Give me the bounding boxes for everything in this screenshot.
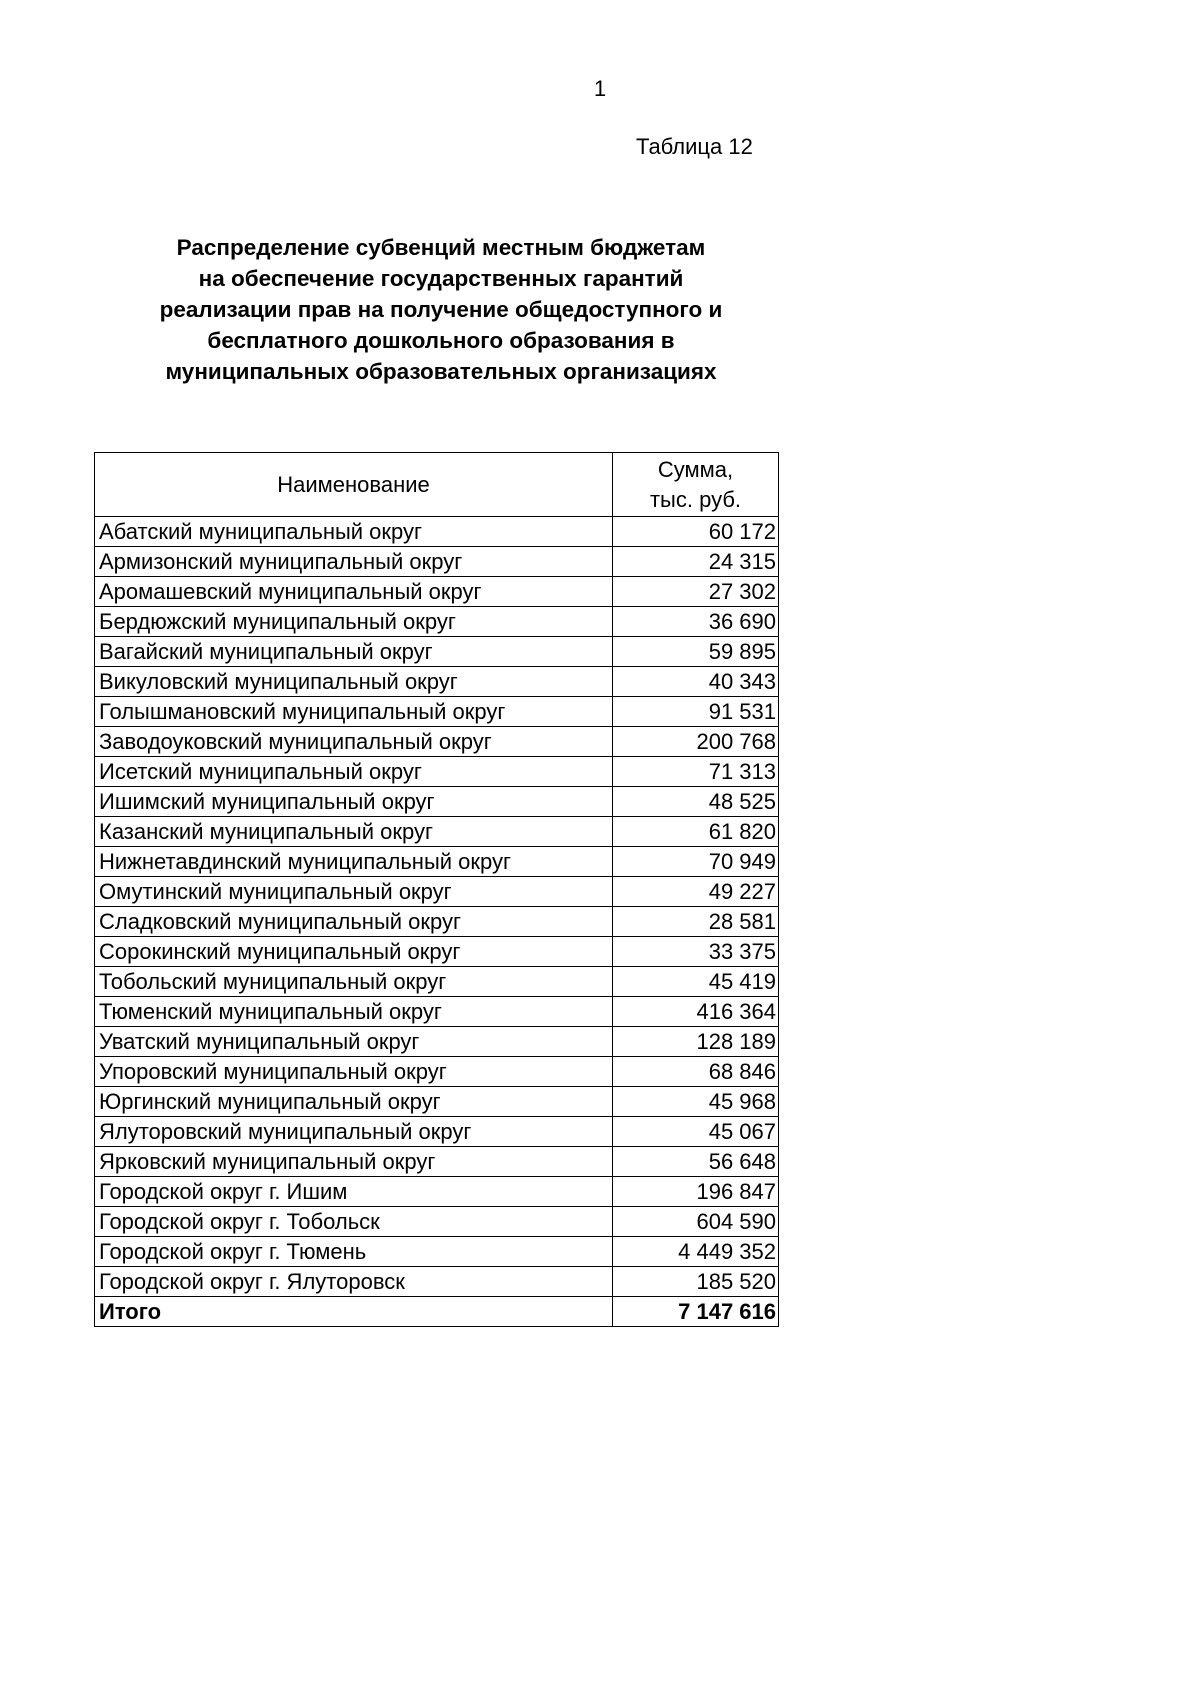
row-name: Тобольский муниципальный округ (95, 967, 613, 997)
row-sum: 59 895 (613, 637, 779, 667)
row-sum: 91 531 (613, 697, 779, 727)
table-row (95, 547, 779, 577)
row-name: Заводоуковский муниципальный округ (95, 727, 613, 757)
table-row (95, 637, 779, 667)
table-row (95, 1177, 779, 1207)
table-row (95, 667, 779, 697)
row-sum: 27 302 (613, 577, 779, 607)
row-sum: 40 343 (613, 667, 779, 697)
total-label: Итого (95, 1297, 613, 1327)
table-row (95, 607, 779, 637)
table-row (95, 727, 779, 757)
table-row (95, 877, 779, 907)
row-sum: 45 419 (613, 967, 779, 997)
row-name: Упоровский муниципальный округ (95, 1057, 613, 1087)
row-name: Сладковский муниципальный округ (95, 907, 613, 937)
title-line: Распределение субвенций местным бюджетам (176, 235, 706, 260)
row-sum: 185 520 (613, 1267, 779, 1297)
row-name: Вагайский муниципальный округ (95, 637, 613, 667)
table-row (95, 1057, 779, 1087)
row-sum: 68 846 (613, 1057, 779, 1087)
row-sum: 45 968 (613, 1087, 779, 1117)
table-row (95, 817, 779, 847)
row-sum: 56 648 (613, 1147, 779, 1177)
row-sum: 196 847 (613, 1177, 779, 1207)
row-name: Городской округ г. Ялуторовск (95, 1267, 613, 1297)
row-name: Тюменский муниципальный округ (95, 997, 613, 1027)
row-name: Городской округ г. Тобольск (95, 1207, 613, 1237)
table-row (95, 517, 779, 547)
subvention-table (94, 452, 779, 1327)
table-row (95, 1207, 779, 1237)
header-sum-line: Сумма, (657, 456, 734, 482)
table-row (95, 787, 779, 817)
table-row (95, 1027, 779, 1057)
table-footer (95, 1297, 779, 1327)
row-name: Викуловский муниципальный округ (95, 667, 613, 697)
row-name: Казанский муниципальный округ (95, 817, 613, 847)
table-row (95, 937, 779, 967)
row-name: Бердюжский муниципальный округ (95, 607, 613, 637)
row-sum: 28 581 (613, 907, 779, 937)
title-line: на обеспечение государственных гарантий (198, 266, 684, 291)
row-sum: 70 949 (613, 847, 779, 877)
row-name: Уватский муниципальный округ (95, 1027, 613, 1057)
row-sum: 48 525 (613, 787, 779, 817)
row-name: Аромашевский муниципальный округ (95, 577, 613, 607)
row-name: Ярковский муниципальный округ (95, 1147, 613, 1177)
row-sum: 24 315 (613, 547, 779, 577)
row-name: Армизонский муниципальный округ (95, 547, 613, 577)
header-sum-line: тыс. руб. (649, 486, 742, 512)
row-name: Абатский муниципальный округ (95, 517, 613, 547)
title-line: бесплатного дошкольного образования в (207, 328, 675, 353)
row-sum: 61 820 (613, 817, 779, 847)
page-number: 1 (593, 76, 607, 101)
table-header (95, 453, 779, 517)
header-name: Наименование (95, 453, 613, 517)
row-sum: 71 313 (613, 757, 779, 787)
row-name: Ялуторовский муниципальный округ (95, 1117, 613, 1147)
row-name: Исетский муниципальный округ (95, 757, 613, 787)
table-body (95, 517, 779, 1297)
table-row (95, 967, 779, 997)
table-row (95, 907, 779, 937)
row-sum: 604 590 (613, 1207, 779, 1237)
table-row (95, 1237, 779, 1267)
header-sum (613, 453, 779, 517)
row-sum: 200 768 (613, 727, 779, 757)
row-name: Городской округ г. Ишим (95, 1177, 613, 1207)
row-sum: 45 067 (613, 1117, 779, 1147)
total-row (95, 1297, 779, 1327)
table-row (95, 577, 779, 607)
title-line: муниципальных образовательных организациях (165, 359, 717, 384)
row-name: Голышмановский муниципальный округ (95, 697, 613, 727)
row-sum: 416 364 (613, 997, 779, 1027)
row-name: Ишимский муниципальный округ (95, 787, 613, 817)
row-name: Городской округ г. Тюмень (95, 1237, 613, 1267)
row-sum: 49 227 (613, 877, 779, 907)
document-title (96, 232, 786, 387)
row-sum: 4 449 352 (613, 1237, 779, 1267)
table-row (95, 1147, 779, 1177)
table-row (95, 1117, 779, 1147)
table-row (95, 697, 779, 727)
row-sum: 128 189 (613, 1027, 779, 1057)
title-line: реализации прав на получение общедоступного и (159, 297, 723, 322)
table-row (95, 1087, 779, 1117)
table-row (95, 1267, 779, 1297)
row-sum: 60 172 (613, 517, 779, 547)
row-name: Нижнетавдинский муниципальный округ (95, 847, 613, 877)
table-row (95, 997, 779, 1027)
table-label: Таблица 12 (636, 134, 753, 159)
row-name: Юргинский муниципальный округ (95, 1087, 613, 1117)
table-row (95, 757, 779, 787)
table-row (95, 847, 779, 877)
total-sum: 7 147 616 (613, 1297, 779, 1327)
row-name: Омутинский муниципальный округ (95, 877, 613, 907)
row-name: Сорокинский муниципальный округ (95, 937, 613, 967)
header-row (95, 453, 779, 517)
row-sum: 36 690 (613, 607, 779, 637)
row-sum: 33 375 (613, 937, 779, 967)
